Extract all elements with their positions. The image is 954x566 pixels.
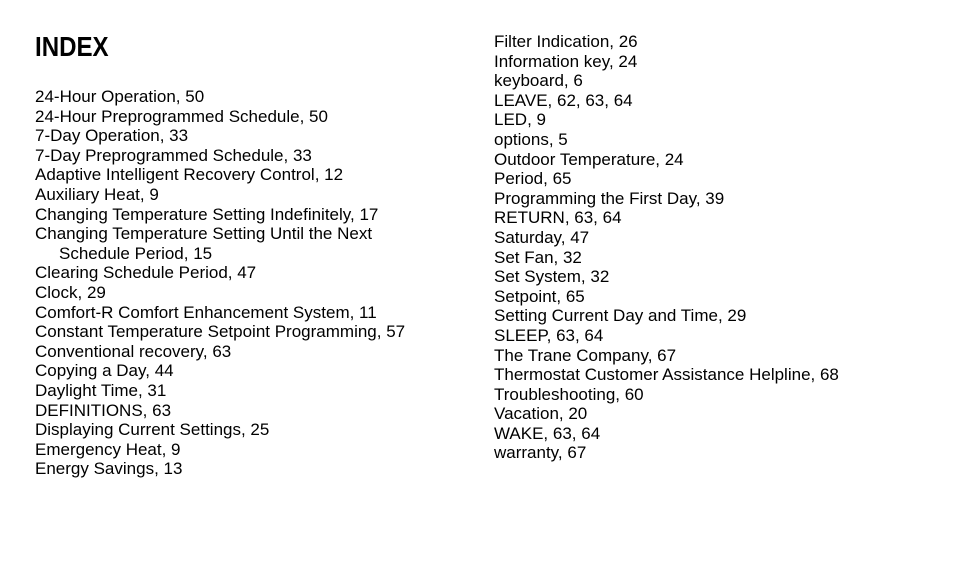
index-entry <box>494 189 934 209</box>
index-entry-text: Daylight Time, 31 <box>35 380 167 400</box>
index-entry-text: Setpoint, 65 <box>494 286 585 306</box>
index-entry-continuation: Schedule Period, 15 <box>59 243 213 263</box>
index-entry <box>35 459 475 479</box>
index-entry-text: Emergency Heat, 9 <box>35 439 181 459</box>
index-entry <box>35 107 475 127</box>
index-entry <box>494 110 934 130</box>
index-entry-text: 24-Hour Preprogrammed Schedule, 50 <box>35 106 328 126</box>
index-entry-text: Period, 65 <box>494 169 572 189</box>
index-entry-text: 24-Hour Operation, 50 <box>35 87 205 106</box>
index-entry <box>494 71 934 91</box>
index-entry <box>35 440 475 460</box>
index-entry-text: Set System, 32 <box>494 267 610 287</box>
index-entry-text: Clock, 29 <box>35 282 106 302</box>
index-entry-text: Displaying Current Settings, 25 <box>35 420 270 440</box>
index-entry-text: Conventional recovery, 63 <box>35 341 232 361</box>
index-entry-text: Troubleshooting, 60 <box>494 384 644 404</box>
index-entry-text: RETURN, 63, 64 <box>494 208 622 228</box>
index-entry <box>494 365 934 385</box>
index-entry <box>35 185 475 205</box>
index-entry-text: WAKE, 63, 64 <box>494 423 601 443</box>
index-column-right <box>494 32 934 463</box>
index-entry <box>35 205 475 225</box>
index-entry-text: Vacation, 20 <box>494 404 588 424</box>
index-entry <box>494 52 934 72</box>
index-entry-text: Changing Temperature Setting Indefinitely, 17 <box>35 204 379 224</box>
index-entry <box>494 169 934 189</box>
index-entry <box>35 342 475 362</box>
index-entry <box>494 306 934 326</box>
index-entry-text: Copying a Day, 44 <box>35 361 174 381</box>
index-entry <box>35 87 475 107</box>
index-entry-text: Thermostat Customer Assistance Helpline, 68 <box>494 365 839 385</box>
index-entry <box>35 361 475 381</box>
index-entry <box>35 420 475 440</box>
index-entry-text: Set Fan, 32 <box>494 247 582 267</box>
index-entry-text: Comfort-R Comfort Enhancement System, 11 <box>35 302 377 322</box>
index-entry-text: 7-Day Operation, 33 <box>35 126 189 146</box>
index-entry <box>35 401 475 421</box>
index-entry-text: Constant Temperature Setpoint Programming, 57 <box>35 322 406 342</box>
index-entry <box>494 130 934 150</box>
index-entry <box>494 326 934 346</box>
index-entry <box>494 287 934 307</box>
index-entry-text: keyboard, 6 <box>494 71 583 91</box>
index-entry <box>494 385 934 405</box>
index-entry <box>494 346 934 366</box>
index-entry-text: Energy Savings, 13 <box>35 459 183 479</box>
index-entry-text: Programming the First Day, 39 <box>494 188 725 208</box>
index-entry <box>494 150 934 170</box>
index-entry <box>494 208 934 228</box>
index-entry <box>35 303 475 323</box>
index-entry <box>35 224 475 263</box>
index-entry-text: Clearing Schedule Period, 47 <box>35 263 257 283</box>
index-column-left <box>35 87 475 479</box>
index-entry <box>35 381 475 401</box>
index-entry <box>35 263 475 283</box>
index-entry-text: LED, 9 <box>494 110 546 130</box>
index-entry <box>494 404 934 424</box>
index-entry-text: The Trane Company, 67 <box>494 345 677 365</box>
index-entry <box>35 165 475 185</box>
index-entry <box>35 322 475 342</box>
index-entry-text: Outdoor Temperature, 24 <box>494 149 684 169</box>
index-entry-text: Auxiliary Heat, 9 <box>35 184 159 204</box>
index-entry-text: SLEEP, 63, 64 <box>494 325 604 345</box>
index-entry <box>35 146 475 166</box>
index-entry <box>35 283 475 303</box>
index-entry <box>494 424 934 444</box>
index-entry-text: Adaptive Intelligent Recovery Control, 12 <box>35 165 344 185</box>
index-entry <box>494 32 934 52</box>
index-entry-text: Changing Temperature Setting Until the Next <box>35 224 373 244</box>
index-entry <box>494 228 934 248</box>
index-entry <box>494 443 934 463</box>
index-entry <box>494 248 934 268</box>
index-entry-text: Saturday, 47 <box>494 227 590 247</box>
index-entry <box>35 126 475 146</box>
index-entry-text: LEAVE, 62, 63, 64 <box>494 90 633 110</box>
index-entry-text: Information key, 24 <box>494 51 638 71</box>
index-entry-text: Setting Current Day and Time, 29 <box>494 306 747 326</box>
index-entry-text: 7-Day Preprogrammed Schedule, 33 <box>35 145 312 165</box>
index-entry-text: warranty, 67 <box>494 443 587 463</box>
index-entry-text: Filter Indication, 26 <box>494 32 638 51</box>
page-title: INDEX <box>35 31 109 62</box>
index-entry <box>494 91 934 111</box>
index-entry <box>494 267 934 287</box>
index-entry-text: options, 5 <box>494 129 568 149</box>
index-entry-text: DEFINITIONS, 63 <box>35 400 172 420</box>
